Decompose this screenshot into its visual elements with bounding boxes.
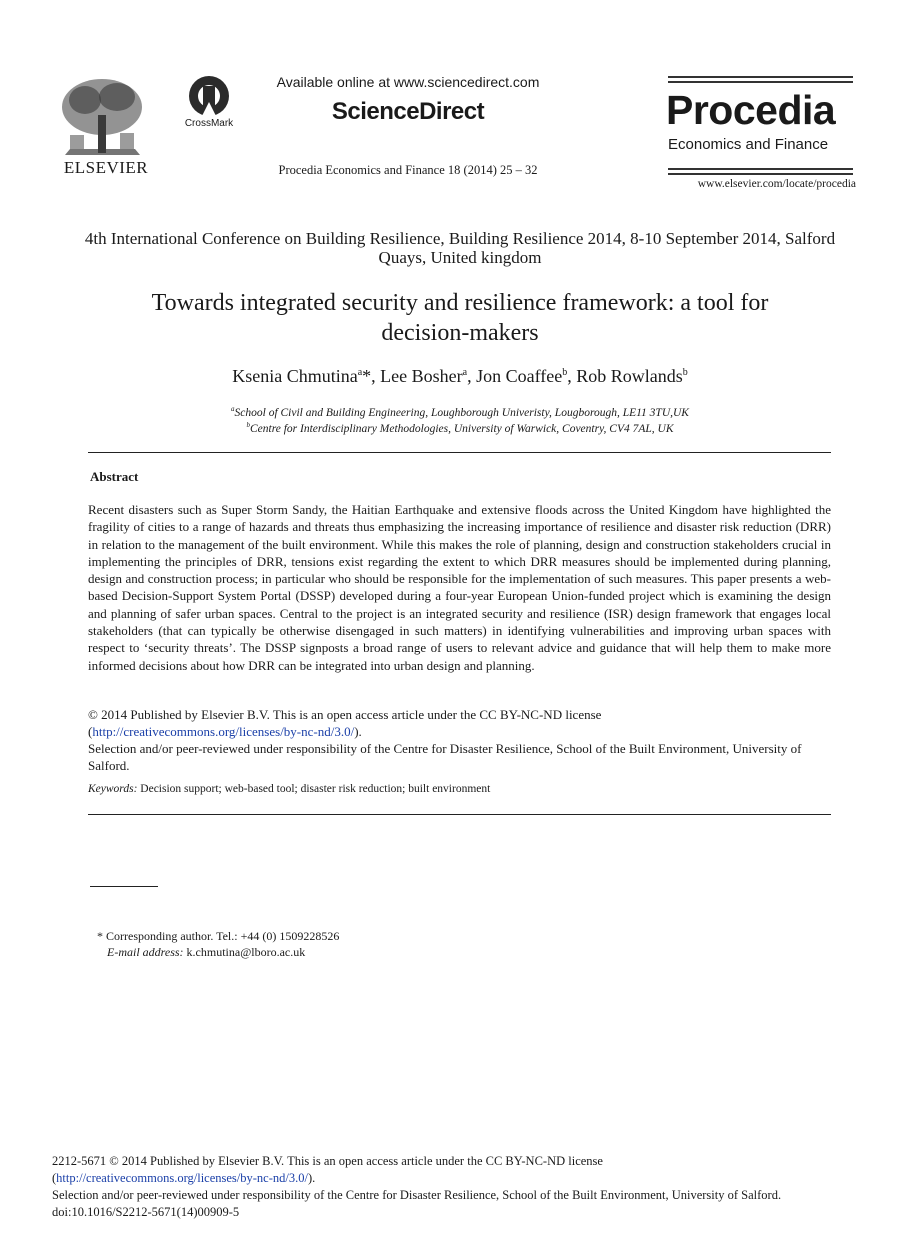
conference-name: 4th International Conference on Building Resilience, Building Resilience 2014, 8-10 September 2014, Salford Quays, United kingdom — [84, 229, 836, 267]
paper-title-line-1: Towards integrated security and resilience framework: a tool for — [151, 290, 769, 316]
paren-close: ). — [307, 1171, 316, 1185]
abstract-body: Recent disasters such as Super Storm Sandy, the Haitian Earthquake and extensive floods across the United Kingdom have highlighted the fragility of cities to a range of hazards and threats thus emphasizing the increasing importance of resilience and disaster risk reduction (DRR) in relation to the management of the built environment. While this makes the role of planning, design and construction stakeholders crucial in implementing the principles of DRR, tensions exist regarding the extent to which DRR measures should be implemented during planning, design and construction process; in particular who should be responsible for the implementation of such measures. This paper presents a web-based Decision-Support System Portal (DSSP) developed during a four-year European Union-funded project which is examining the design and planning of safer urban spaces. Central to the project is an integrated security and resilience (ISR) design framework that engages local stakeholders (that can typically be otherwise disengaged in such matters) in identifying vulnerabilities and improving urban spaces with respect to ‘security threats’. The DSSP signposts a broad range of users to relevant advice and guidance that will help them to make more informed decisions about how DRR can be integrated into urban design and planning. — [88, 502, 831, 673]
corresponding-author: * Corresponding author. Tel.: +44 (0) 1509228526 — [97, 929, 340, 943]
author-affil-mark: a — [462, 367, 468, 378]
paren-close: ). — [354, 724, 362, 739]
affiliation-mark: a — [231, 405, 235, 413]
keywords-text: Decision support; web-based tool; disaster risk reduction; built environment — [137, 783, 491, 795]
available-online-text: Available online at www.sciencedirect.com — [276, 74, 540, 90]
affiliation-a — [60, 405, 860, 419]
license-block — [88, 706, 831, 774]
peer-review-text: Selection and/or peer-reviewed under responsibility of the Centre for Disaster Resilience, School of the Built Environment, University of Salford. — [88, 741, 802, 773]
paper-title-line-2: decision-makers — [381, 320, 539, 346]
sciencedirect-logo-text: ScienceDirect — [331, 98, 485, 125]
license-link[interactable]: http://creativecommons.org/licenses/by-nc-nd/3.0/ — [92, 724, 355, 739]
divider-bottom — [88, 814, 831, 815]
license-link-line — [88, 723, 831, 740]
issn-block — [52, 1153, 872, 1221]
author-name: Ksenia Chmutina — [232, 366, 358, 386]
procedia-rule-bottom-2 — [668, 173, 853, 175]
affiliation-text: Centre for Interdisciplinary Methodologies, University of Warwick, Coventry, CV4 7AL, UK — [249, 422, 674, 435]
author-affil-mark: a — [357, 367, 363, 378]
abstract-heading: Abstract — [90, 469, 139, 484]
email-line — [97, 944, 597, 960]
license-text: © 2014 Published by Elsevier B.V. This is an open access article under the CC BY-NC-ND license — [88, 707, 602, 722]
procedia-rule-top-2 — [668, 81, 853, 83]
issn-link-line — [52, 1170, 872, 1187]
author-name: Lee Bosher — [380, 366, 463, 386]
procedia-logo-text: Procedia — [666, 87, 836, 133]
divider-top — [88, 452, 831, 453]
publisher-name: ELSEVIER — [63, 158, 149, 177]
footnote-rule — [90, 886, 158, 887]
issn-license-text: 2212-5671 © 2014 Published by Elsevier B.V. This is an open access article under the CC BY-NC-ND license — [52, 1154, 603, 1168]
email-label: E-mail address: — [107, 945, 184, 959]
procedia-rule-top — [668, 76, 853, 78]
author-name: Rob Rowlands — [576, 366, 683, 386]
paper-title — [60, 288, 860, 348]
journal-citation: Procedia Economics and Finance 18 (2014) 25 – 32 — [278, 163, 538, 177]
procedia-rule-bottom — [668, 168, 853, 170]
issn-license-link[interactable]: http://creativecommons.org/licenses/by-nc-nd/3.0/ — [56, 1171, 308, 1185]
keywords-line — [88, 783, 831, 795]
affiliation-text: School of Civil and Building Engineering, Loughborough Univeristy, Lougborough, LE11 3TU,UK — [234, 406, 689, 419]
doi[interactable]: doi:10.1016/S2212-5671(14)00909-5 — [52, 1205, 240, 1219]
paren-open: ( — [52, 1171, 57, 1185]
crossmark-label: CrossMark — [184, 118, 234, 129]
author-separator: *, — [362, 366, 381, 386]
issn-peer-review: Selection and/or peer-reviewed under responsibility of the Centre for Disaster Resilience, School of the Built Environment, University of Salford. — [52, 1188, 782, 1202]
email-address[interactable]: k.chmutina@lboro.ac.uk — [183, 945, 306, 959]
author-separator: , — [567, 366, 577, 386]
author-name: Jon Coaffee — [476, 366, 563, 386]
author-list — [60, 366, 860, 387]
footnote — [97, 928, 597, 960]
author-affil-mark: b — [562, 367, 568, 378]
author-affil-mark: b — [682, 367, 688, 378]
affiliation-b — [60, 421, 860, 435]
keywords-label: Keywords: — [88, 783, 138, 795]
paren-open: ( — [88, 724, 93, 739]
affiliation-mark: b — [246, 421, 250, 429]
procedia-subtitle: Economics and Finance — [668, 136, 829, 153]
procedia-url[interactable]: www.elsevier.com/locate/procedia — [697, 178, 856, 190]
author-separator: , — [467, 366, 477, 386]
